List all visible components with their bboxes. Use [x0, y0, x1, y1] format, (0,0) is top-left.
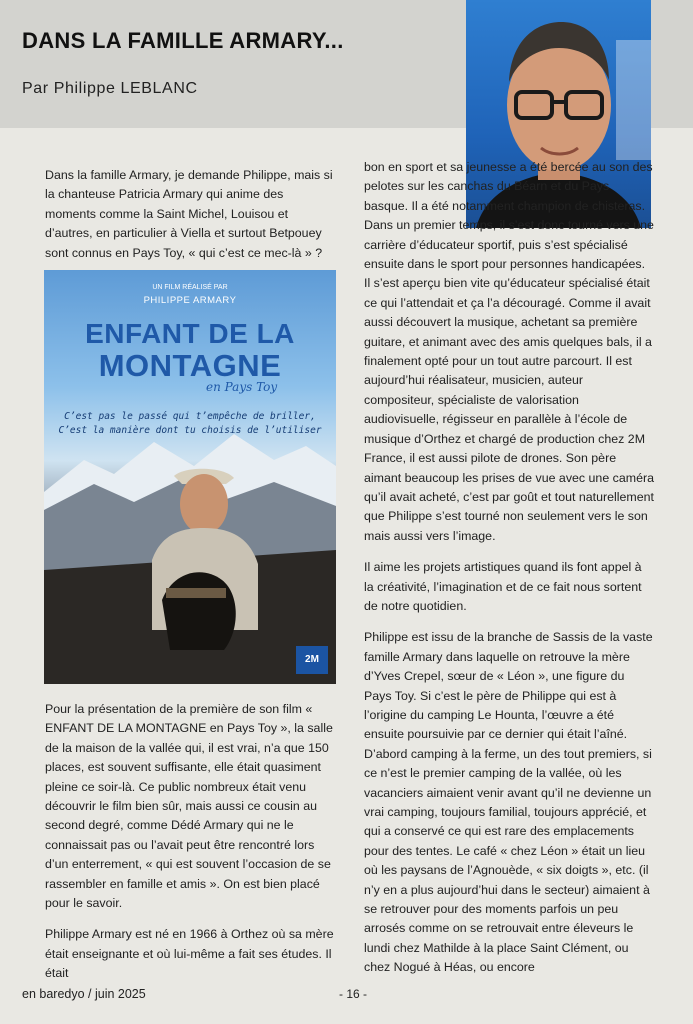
- left-column-top: [45, 166, 337, 275]
- article-title: DANS LA FAMILLE ARMARY...: [22, 28, 344, 53]
- poster-tagline2: C’est la manière dont tu choisis de l’utiliser: [58, 425, 322, 436]
- left-column-bottom: [45, 700, 337, 996]
- right-column: [364, 158, 654, 990]
- author-byline: Par Philippe LEBLANC: [22, 80, 198, 97]
- poster-subtitle: en Pays Toy: [206, 380, 278, 394]
- poster-badge: 2M: [296, 646, 328, 674]
- poster-credit-line1: UN FILM RÉALISÉ PAR: [152, 284, 228, 291]
- film-poster: [44, 270, 336, 684]
- poster-artwork-icon: [44, 270, 336, 684]
- footer-publication: en baredyo / juin 2025: [22, 987, 146, 1001]
- birth-paragraph: Philippe Armary est né en 1966 à Orthez où sa mère était enseignante et où lui-même a fait ses études. Il était: [45, 927, 334, 981]
- intro-paragraph: Dans la famille Armary, je demande Philippe, mais si la chanteuse Patricia Armary qui anime des moments comme la Saint Michel, Louisou et d’autres, en particulier à Viella et surtout Betpouey sont connus en Pays Toy, « qui c’est ce mec-là » ?: [45, 168, 333, 260]
- poster-title-line2: MONTAGNE: [98, 348, 282, 383]
- poster-tagline1: C’est pas le passé qui t’empêche de briller,: [64, 411, 316, 422]
- poster-title-line1: ENFANT DE LA: [85, 318, 295, 349]
- career-paragraph: bon en sport et sa jeunesse a été bercée au son des pelotes sur les canchas du Béarn et du Pays basque. Il a été notamment champion de chisteras. Dans un premier temps, il s’est donc tourné vers une carrière d’éducateur sportif, puis s’est spécialisé ensuite dans le sport pour personnes handicapées. Il s’est aperçu bien vite qu’éducateur spécialisé était ce qui l’attendait et ça l’a découragé. Comme il avait aussi découvert la musique, achetant sa première guitare, et animant avec des amis quelques bals, il a finalement opté pour un tout autre parcourt. Il est aujourd’hui réalisateur, musicien, auteur compositeur, spécialiste de valorisation audiovisuelle, régisseur en parallèle à l’école de musique d’Orthez et chargé de production chez 2M France, il est aussi pilote de drones. Son père aimant beaucoup les prises de vue avec une caméra qu’il avait acheté, c’est par goût et tout naturellement que Philippe s’est tourné non seulement vers le son mais aussi vers l’image.: [364, 160, 654, 543]
- poster-credit-line2: PHILIPPE ARMARY: [143, 295, 237, 306]
- family-paragraph: Philippe est issu de la branche de Sassis de la vaste famille Armary dans laquelle on retrouve la mère d’Yves Crepel, sœur de « Léon », une figure du Pays Toy. Si c’est le père de Philippe qui est à l’origine du camping Le Hounta, l’œuvre a été ensuite poursuivie par ce dernier qui était l’aîné. D’abord camping à la ferme, un des tout premiers, si ce n’est le premier camping de la vallée, où les vacanciers aimaient venir avant qu’il ne devienne un vrai camping, toujours familial, toujours apprécié, et qui a conservé ce qui est rare des emplacements pour des tentes. Le café « chez Léon » était un lieu où les paysans de l’Agnouède, « six doigts », etc. (il n’y en a plus aujourd’hui dans le secteur) aimaient à se retrouver pour des moments parfois un peu arrosés comme on se retrouvait entre éleveurs le lundi chez Mathilde à la place Saint Clément, ou chez Nogué à Héas, ou encore: [364, 630, 653, 975]
- projects-paragraph: Il aime les projets artistiques quand ils font appel à la créativité, l’imagination et de ce fait nous sortent de notre quotidien.: [364, 560, 642, 613]
- presentation-paragraph: Pour la présentation de la première de son film « ENFANT DE LA MONTAGNE en Pays Toy », la salle de la maison de la vallée qui, il est vrai, n’a que 150 places, est souvent suffisante, elle était quasiment pleine ce soir-là. Ce public nombreux était venu découvrir le film bien sûr, mais aussi ce cousin au second degré, comme Dédé Armary qui ne le connaissait pas ou l’avait peut être rencontré lors d’un enterrement, « qui est souvent l’occasion de se rassembler en famille et amis ». On est bien placé pour le savoir.: [45, 702, 333, 911]
- footer-page-number: - 16 -: [339, 987, 368, 1001]
